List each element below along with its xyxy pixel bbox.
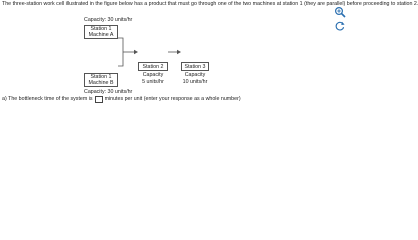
refresh-icon[interactable]: [334, 19, 346, 31]
zoom-in-icon[interactable]: [334, 5, 346, 17]
station1-machine-a-line1: Station 1: [90, 26, 112, 32]
question-text: The three-station work cell illustrated in the figure below has a product that must go through one of the two machines at station 1 (they are parallel) before proceeding to station 2.: [2, 1, 418, 7]
station2-capacity-value: 5 units/hr: [142, 79, 164, 85]
station3-capacity-label: Capacity: [184, 72, 206, 78]
station1-machine-a-box: [84, 25, 118, 39]
flow-lines: [0, 0, 350, 101]
station3-label: Station 3: [184, 64, 206, 70]
station3-box: [181, 62, 209, 71]
bottom-capacity-label: Capacity: 30 units/hr: [84, 89, 133, 95]
answer-part-a: [2, 95, 241, 103]
answer-prefix: a) The bottleneck time of the system is: [2, 96, 93, 102]
answer-suffix: minutes per unit (enter your response as a whole number): [104, 96, 241, 102]
station1-machine-b-line1: Station 1: [90, 74, 112, 80]
station1-machine-a-line2: Machine A: [88, 32, 114, 38]
station2-label: Station 2: [142, 64, 164, 70]
station3-capacity-value: 10 units/hr: [182, 79, 208, 85]
top-capacity-label: Capacity: 30 units/hr: [84, 17, 133, 23]
station1-machine-b-box: [84, 73, 118, 87]
bottleneck-time-input[interactable]: [95, 96, 103, 103]
station2-capacity-label: Capacity: [142, 72, 164, 78]
station2-box: [138, 62, 168, 71]
station1-machine-b-line2: Machine B: [88, 80, 114, 86]
station2-capacity: [136, 72, 170, 86]
station3-capacity: [176, 72, 214, 86]
